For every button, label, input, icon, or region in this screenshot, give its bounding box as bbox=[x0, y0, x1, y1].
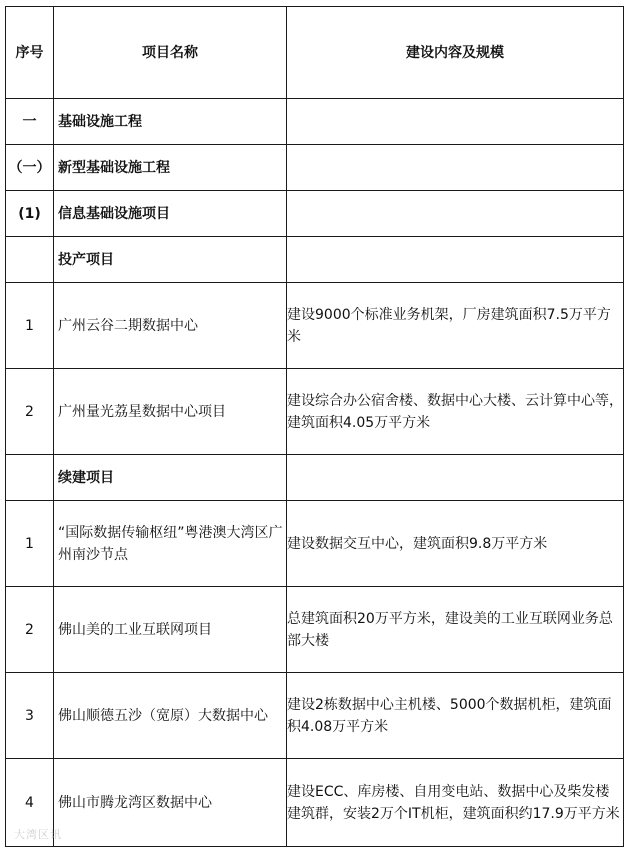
section-row bbox=[6, 145, 624, 191]
table-row bbox=[6, 369, 624, 455]
section-row bbox=[6, 237, 624, 283]
section-desc bbox=[287, 237, 624, 283]
section-num: （一） bbox=[6, 145, 54, 191]
row-content: 建设ECC、库房楼、自用变电站、数据中心及柴发楼建筑群，安装2万个IT机柜，建筑面积约17.9万平方米 bbox=[287, 759, 624, 847]
section-num: 一 bbox=[6, 99, 54, 145]
section-desc bbox=[287, 455, 624, 501]
row-project-name: 佛山美的工业互联网项目 bbox=[54, 587, 287, 673]
section-row bbox=[6, 191, 624, 237]
section-name: 续建项目 bbox=[54, 455, 287, 501]
section-num: (1) bbox=[6, 191, 54, 237]
row-content: 建设数据交互中心，建筑面积9.8万平方米 bbox=[287, 501, 624, 587]
row-num: 3 bbox=[6, 673, 54, 759]
project-table bbox=[5, 6, 624, 847]
section-num bbox=[6, 455, 54, 501]
row-num: 4 bbox=[6, 759, 54, 847]
header-project-name: 项目名称 bbox=[54, 7, 287, 99]
row-num: 1 bbox=[6, 501, 54, 587]
row-content: 建设9000个标准业务机架，厂房建筑面积7.5万平方米 bbox=[287, 283, 624, 369]
row-num: 2 bbox=[6, 369, 54, 455]
row-project-name: 佛山顺德五沙（宽原）大数据中心 bbox=[54, 673, 287, 759]
table-row bbox=[6, 587, 624, 673]
section-name: 基础设施工程 bbox=[54, 99, 287, 145]
section-name: 信息基础设施项目 bbox=[54, 191, 287, 237]
header-seq: 序号 bbox=[6, 7, 54, 99]
section-row bbox=[6, 455, 624, 501]
row-project-name: 佛山市腾龙湾区数据中心 bbox=[54, 759, 287, 847]
row-project-name: 广州量光荔星数据中心项目 bbox=[54, 369, 287, 455]
section-desc bbox=[287, 99, 624, 145]
row-content: 建设2栋数据中心主机楼、5000个数据机柜，建筑面积4.08万平方米 bbox=[287, 673, 624, 759]
row-content: 建设综合办公宿舍楼、数据中心大楼、云计算中心等，建筑面积4.05万平方米 bbox=[287, 369, 624, 455]
row-num: 1 bbox=[6, 283, 54, 369]
section-name: 新型基础设施工程 bbox=[54, 145, 287, 191]
header-content-scale: 建设内容及规模 bbox=[287, 7, 624, 99]
row-num: 2 bbox=[6, 587, 54, 673]
section-desc bbox=[287, 145, 624, 191]
section-row bbox=[6, 99, 624, 145]
section-name: 投产项目 bbox=[54, 237, 287, 283]
watermark: 大湾区讯 bbox=[14, 828, 62, 841]
table-row bbox=[6, 759, 624, 847]
row-content: 总建筑面积20万平方米，建设美的工业互联网业务总部大楼 bbox=[287, 587, 624, 673]
table-row bbox=[6, 501, 624, 587]
header-row bbox=[6, 7, 624, 99]
section-desc bbox=[287, 191, 624, 237]
table-row bbox=[6, 673, 624, 759]
row-project-name: 广州云谷二期数据中心 bbox=[54, 283, 287, 369]
row-project-name: “国际数据传输枢纽”粤港澳大湾区广州南沙节点 bbox=[54, 501, 287, 587]
section-num bbox=[6, 237, 54, 283]
table-row bbox=[6, 283, 624, 369]
